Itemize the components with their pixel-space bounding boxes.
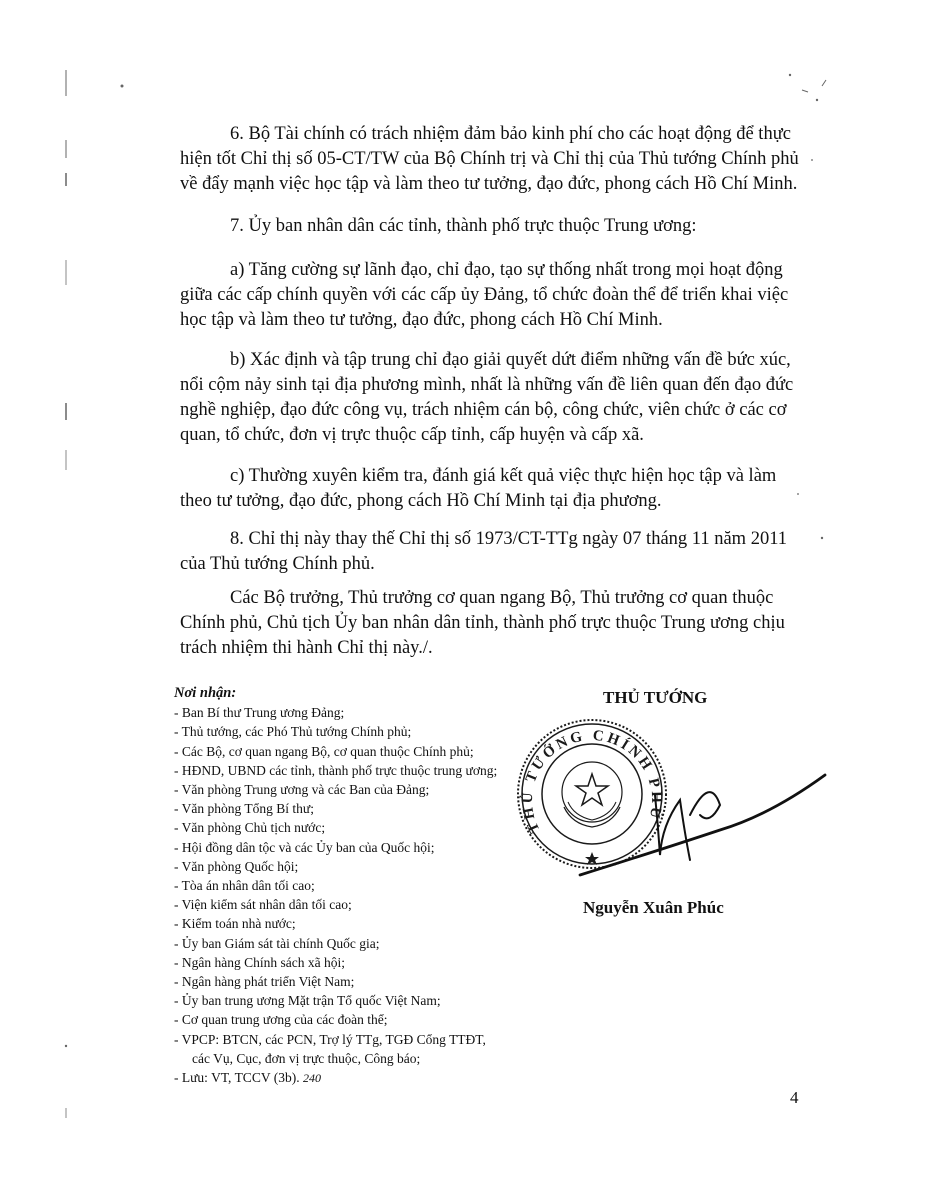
paragraph-7 [180, 214, 820, 239]
paragraph-6 [180, 122, 820, 197]
paragraph-8 [180, 527, 820, 577]
recipient-item: - Ban Bí thư Trung ương Đảng; [174, 705, 345, 721]
recipient-item: - Văn phòng Tổng Bí thư; [174, 801, 314, 817]
recipient-item: - VPCP: BTCN, các PCN, Trợ lý TTg, TGĐ Cổng TTĐT, [174, 1031, 486, 1047]
paragraph-7a [180, 258, 820, 333]
recipient-item: - Ngân hàng Chính sách xã hội; [174, 954, 345, 970]
text-line: nổi cộm nảy sinh tại địa phương mình, nhất là những vấn đề liên quan đến đạo đức [180, 375, 794, 395]
recipients-list [174, 684, 534, 1088]
text-line: của Thủ tướng Chính phủ. [180, 554, 375, 574]
recipient-item: - Thủ tướng, các Phó Thủ tướng Chính phủ; [174, 724, 412, 740]
seal-text: THỦ TƯỚNG CHÍNH PHỦ [519, 727, 665, 836]
recipients-title: Nơi nhận: [174, 685, 237, 701]
handwritten-signature [560, 755, 830, 905]
text-line: hiện tốt Chỉ thị số 05-CT/TW của Bộ Chính trị và Chỉ thị của Thủ tướng Chính phủ [180, 149, 799, 169]
text-line: Chính phủ, Chủ tịch Ủy ban nhân dân tỉnh, thành phố trực thuộc Trung ương chịu [180, 613, 785, 633]
text-line: 6. Bộ Tài chính có trách nhiệm đảm bảo kinh phí cho các hoạt động để thực [230, 124, 791, 144]
recipient-item: - Ủy ban Giám sát tài chính Quốc gia; [174, 935, 380, 951]
text-line: nghề nghiệp, đạo đức công vụ, trách nhiệm cán bộ, công chức, viên chức ở các cơ [180, 400, 787, 420]
text-line: về đẩy mạnh việc học tập và làm theo tư tưởng, đạo đức, phong cách Hồ Chí Minh. [180, 174, 798, 194]
page-number: 4 [790, 1088, 799, 1107]
recipient-item: - Cơ quan trung ương của các đoàn thể; [174, 1012, 388, 1028]
text-line: trách nhiệm thi hành Chỉ thị này./. [180, 638, 433, 658]
paragraph-7b [180, 348, 820, 448]
text-line: 7. Ủy ban nhân dân các tỉnh, thành phố trực thuộc Trung ương: [230, 216, 697, 236]
recipient-item: - Ngân hàng phát triển Việt Nam; [174, 974, 355, 990]
archive-text: - Lưu: VT, TCCV (3b). [174, 1070, 303, 1086]
recipient-item: - Văn phòng Quốc hội; [174, 858, 299, 874]
recipient-item: - Văn phòng Trung ương và các Ban của Đảng; [174, 782, 430, 798]
text-line: a) Tăng cường sự lãnh đạo, chỉ đạo, tạo sự thống nhất trong mọi hoạt động [230, 260, 783, 280]
recipient-item: - Hội đồng dân tộc và các Ủy ban của Quốc hội; [174, 839, 435, 855]
recipient-item-continued: các Vụ, Cục, đơn vị trực thuộc, Công báo; [192, 1050, 421, 1066]
text-line: 8. Chỉ thị này thay thế Chỉ thị số 1973/CT-TTg ngày 07 tháng 11 năm 2011 [230, 529, 788, 549]
recipient-item: - HĐND, UBND các tỉnh, thành phố trực thuộc trung ương; [174, 762, 498, 778]
text-line: c) Thường xuyên kiểm tra, đánh giá kết quả việc thực hiện học tập và làm [230, 466, 777, 486]
recipient-item-archive [174, 1068, 534, 1088]
text-line: b) Xác định và tập trung chỉ đạo giải quyết dứt điểm những vấn đề bức xúc, [230, 350, 791, 370]
text-line: quan, tổ chức, đơn vị trực thuộc cấp tỉnh, cấp huyện và cấp xã. [180, 425, 644, 445]
paragraph-closing [180, 586, 820, 661]
paragraph-7c [180, 464, 820, 514]
text-line: giữa các cấp chính quyền với các cấp ủy Đảng, tổ chức đoàn thể để triển khai việc [180, 285, 789, 305]
recipient-item: - Viện kiểm sát nhân dân tối cao; [174, 897, 352, 913]
text-line: theo tư tưởng, đạo đức, phong cách Hồ Chí Minh tại địa phương. [180, 491, 662, 511]
recipient-item: - Các Bộ, cơ quan ngang Bộ, cơ quan thuộc Chính phủ; [174, 743, 474, 759]
recipient-item: - Văn phòng Chủ tịch nước; [174, 820, 326, 836]
signer-name: Nguyễn Xuân Phúc [583, 898, 724, 917]
signer-title: THỦ TƯỚNG [603, 688, 708, 707]
text-line: học tập và làm theo tư tưởng, đạo đức, phong cách Hồ Chí Minh. [180, 310, 663, 330]
recipient-item: - Tòa án nhân dân tối cao; [174, 878, 315, 894]
recipient-item: - Kiểm toán nhà nước; [174, 916, 296, 932]
text-line: Các Bộ trưởng, Thủ trưởng cơ quan ngang Bộ, Thủ trưởng cơ quan thuộc [230, 588, 774, 608]
recipient-item: - Ủy ban trung ương Mặt trận Tổ quốc Việt Nam; [174, 993, 441, 1009]
archive-handwritten-number: 240 [302, 1071, 321, 1086]
